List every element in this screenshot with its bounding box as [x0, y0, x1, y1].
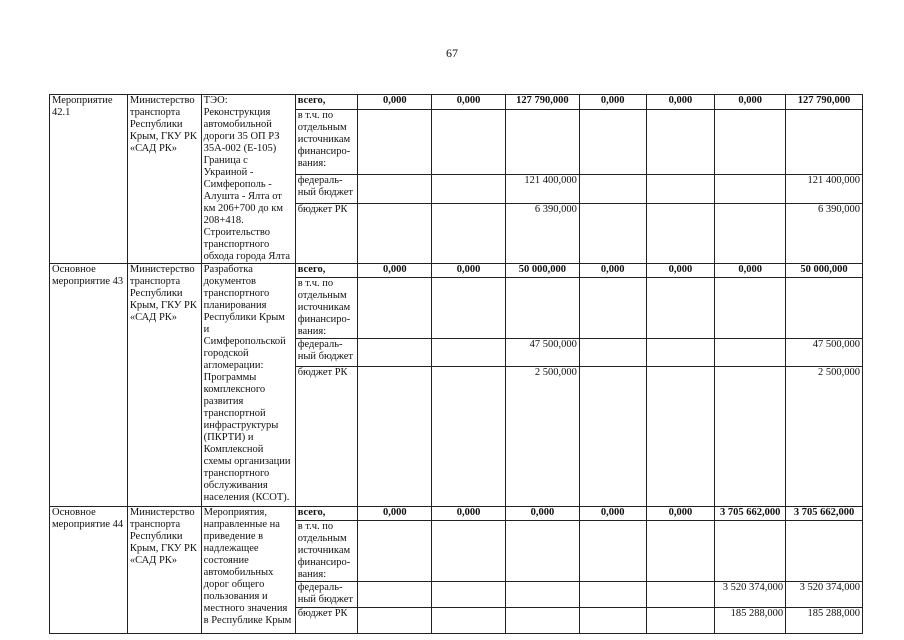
value-cell	[579, 204, 646, 264]
value-cell: 50 000,000	[506, 264, 580, 278]
value-cell: 0,000	[358, 507, 432, 521]
value-cell	[358, 278, 432, 339]
value-cell: 47 500,000	[506, 339, 580, 367]
value-cell: 127 790,000	[506, 95, 580, 110]
value-cell	[358, 204, 432, 264]
value-cell	[715, 109, 786, 174]
value-cell	[432, 278, 506, 339]
source-label: федераль-ный бюджет	[295, 339, 358, 367]
value-cell: 6 390,000	[506, 204, 580, 264]
source-label: федераль-ный бюджет	[295, 174, 358, 204]
executor: Министерство транспорта Республики Крым, ГКУ РК «САД РК»	[127, 264, 201, 507]
source-label: федераль-ный бюджет	[295, 582, 358, 608]
source-label: бюджет РК	[295, 608, 358, 634]
source-label: в т.ч. по отдельным источникам финансиро-вания:	[295, 521, 358, 582]
value-cell: 0,000	[715, 264, 786, 278]
value-cell	[506, 608, 580, 634]
value-cell	[646, 278, 715, 339]
value-cell	[715, 521, 786, 582]
value-cell	[646, 109, 715, 174]
description: Мероприятия, направленные на приведение в надлежащее состояние автомобильных дорог общего пользования и местного значения в Республике Крым	[201, 507, 295, 634]
value-cell	[358, 367, 432, 507]
value-cell	[579, 521, 646, 582]
value-cell: 0,000	[646, 95, 715, 110]
value-cell	[646, 204, 715, 264]
value-cell: 0,000	[432, 95, 506, 110]
table-row	[50, 264, 863, 278]
source-label: бюджет РК	[295, 204, 358, 264]
event-name: Мероприятие 42.1	[50, 95, 128, 264]
source-label: в т.ч. по отдельным источникам финансиро-вания:	[295, 278, 358, 339]
value-cell	[432, 204, 506, 264]
value-cell	[786, 278, 863, 339]
value-cell: 121 400,000	[506, 174, 580, 204]
value-cell: 0,000	[358, 264, 432, 278]
value-cell: 3 520 374,000	[715, 582, 786, 608]
value-cell: 127 790,000	[786, 95, 863, 110]
value-cell	[358, 174, 432, 204]
page-number: 67	[446, 46, 458, 60]
value-cell	[358, 608, 432, 634]
value-cell: 3 520 374,000	[786, 582, 863, 608]
source-label: всего,	[295, 507, 358, 521]
value-cell: 0,000	[432, 264, 506, 278]
value-cell: 0,000	[579, 507, 646, 521]
value-cell	[715, 204, 786, 264]
description: Разработка документов транспортного планирования Республики Крым и Симферопольской городской агломерации: Программы комплексного развития транспортной инфраструктуры (ПКРТИ) и Комплексной схемы организации транспортного обслуживания населения (КСОТ).	[201, 264, 295, 507]
value-cell	[715, 367, 786, 507]
value-cell	[506, 582, 580, 608]
value-cell	[506, 521, 580, 582]
value-cell	[432, 109, 506, 174]
source-label: всего,	[295, 95, 358, 110]
value-cell	[358, 582, 432, 608]
value-cell: 6 390,000	[786, 204, 863, 264]
source-label: в т.ч. по отдельным источникам финансиро-вания:	[295, 109, 358, 174]
value-cell: 0,000	[715, 95, 786, 110]
value-cell	[786, 109, 863, 174]
value-cell	[646, 608, 715, 634]
value-cell	[432, 367, 506, 507]
value-cell: 185 288,000	[715, 608, 786, 634]
value-cell	[358, 339, 432, 367]
value-cell	[432, 521, 506, 582]
value-cell	[786, 521, 863, 582]
source-label: бюджет РК	[295, 367, 358, 507]
value-cell	[646, 339, 715, 367]
source-label: всего,	[295, 264, 358, 278]
value-cell	[646, 582, 715, 608]
value-cell	[432, 174, 506, 204]
value-cell: 0,000	[579, 264, 646, 278]
value-cell: 0,000	[646, 507, 715, 521]
value-cell	[646, 174, 715, 204]
value-cell	[358, 109, 432, 174]
value-cell	[646, 367, 715, 507]
value-cell	[579, 367, 646, 507]
value-cell: 0,000	[506, 507, 580, 521]
value-cell	[646, 521, 715, 582]
executor: Министерство транспорта Республики Крым, ГКУ РК «САД РК»	[127, 95, 201, 264]
value-cell	[506, 109, 580, 174]
value-cell	[432, 582, 506, 608]
description: ТЭО: Реконструкция автомобильной дороги 35 ОП РЗ 35А-002 (Е-105) Граница с Украиной - Симферополь - Алушта - Ялта от км 206+700 до км 208+418. Строительство транспортного обхода города Ялта	[201, 95, 295, 264]
value-cell	[432, 608, 506, 634]
event-name: Основное мероприятие 43	[50, 264, 128, 507]
value-cell	[579, 109, 646, 174]
value-cell: 47 500,000	[786, 339, 863, 367]
value-cell	[579, 339, 646, 367]
value-cell: 2 500,000	[506, 367, 580, 507]
value-cell	[715, 339, 786, 367]
event-name: Основное мероприятие 44	[50, 507, 128, 634]
table-row	[50, 507, 863, 521]
value-cell	[579, 582, 646, 608]
value-cell	[579, 278, 646, 339]
value-cell	[358, 521, 432, 582]
value-cell: 3 705 662,000	[786, 507, 863, 521]
value-cell: 185 288,000	[786, 608, 863, 634]
value-cell	[715, 278, 786, 339]
table-row	[50, 95, 863, 110]
value-cell	[715, 174, 786, 204]
executor: Министерство транспорта Республики Крым, ГКУ РК «САД РК»	[127, 507, 201, 634]
value-cell: 121 400,000	[786, 174, 863, 204]
value-cell: 0,000	[358, 95, 432, 110]
value-cell: 50 000,000	[786, 264, 863, 278]
value-cell	[579, 608, 646, 634]
value-cell: 0,000	[579, 95, 646, 110]
value-cell: 0,000	[432, 507, 506, 521]
value-cell	[432, 339, 506, 367]
value-cell: 0,000	[646, 264, 715, 278]
value-cell	[506, 278, 580, 339]
value-cell	[579, 174, 646, 204]
value-cell: 2 500,000	[786, 367, 863, 507]
financing-table	[49, 94, 863, 634]
value-cell: 3 705 662,000	[715, 507, 786, 521]
